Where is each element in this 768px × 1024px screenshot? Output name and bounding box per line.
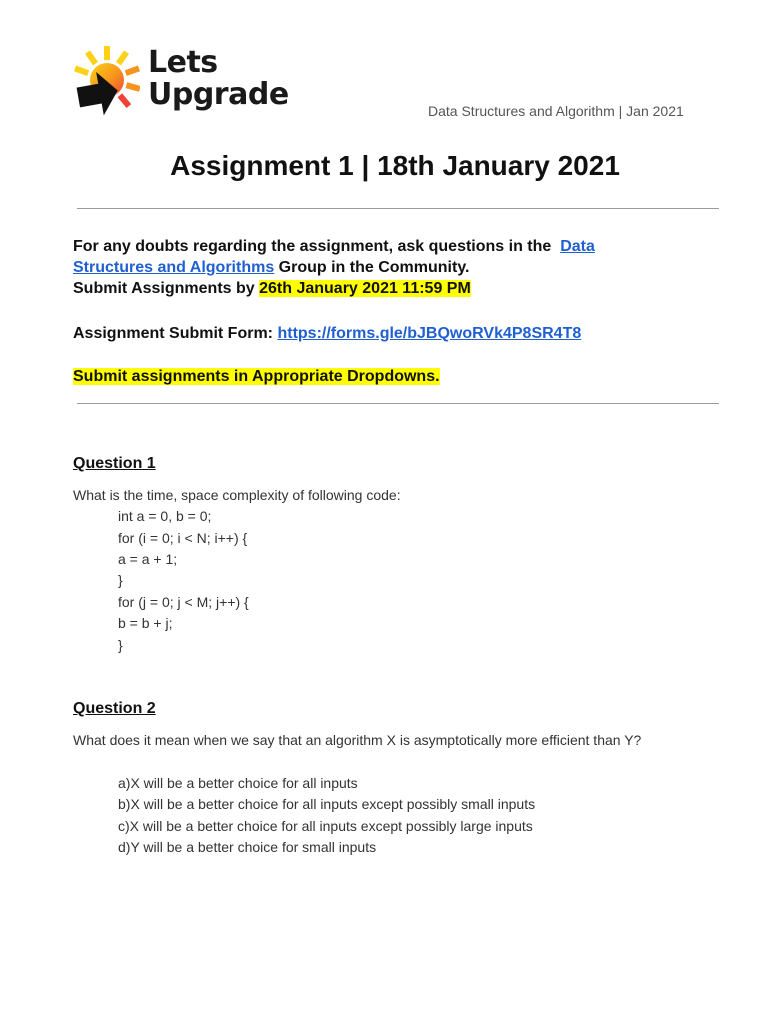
answer-option-b: b)X will be a better choice for all inputs except possibly small inputs [118,796,536,812]
lets-upgrade-logo-icon [74,44,140,120]
logo-line-upgrade: Upgrade [148,77,289,112]
submit-form-line [73,323,673,344]
code-line: } [118,572,123,588]
submit-by-text: Submit Assignments by [73,280,255,297]
code-line: int a = 0, b = 0; [118,508,212,524]
community-group-link-part2[interactable]: Structures and Algorithms [73,259,275,276]
divider-top [77,208,719,209]
page-title: Assignment 1 | 18th January 2021 [170,150,620,181]
community-group-link-part1[interactable]: Data [560,238,595,255]
group-suffix-text: Group in the Community. [278,259,470,276]
form-label: Assignment Submit Form: [73,325,274,342]
question-2-prompt: What does it mean when we say that an algorithm X is asymptotically more efficient than Y? [73,732,642,748]
answer-option-d: d)Y will be a better choice for small inputs [118,839,377,855]
submit-form-link[interactable]: https://forms.gle/bJBQwoRVk4P8SR4T8 [277,325,582,342]
code-line: for (i = 0; i < N; i++) { [118,530,248,546]
divider-bottom [77,403,719,404]
logo-line-lets: Lets [148,45,218,80]
code-line: } [118,637,123,653]
dropdown-note: Submit assignments in Appropriate Dropdowns. [73,368,440,385]
course-subtitle: Data Structures and Algorithm | Jan 2021 [428,103,684,119]
question-1-prompt: What is the time, space complexity of following code: [73,487,401,503]
answer-option-a: a)X will be a better choice for all inputs [118,775,358,791]
doubts-text: For any doubts regarding the assignment, ask questions in the [73,238,552,255]
question-1-heading: Question 1 [73,455,156,472]
doubts-paragraph [73,236,673,299]
question-2-heading: Question 2 [73,700,156,717]
deadline-highlight: 26th January 2021 11:59 PM [259,280,471,297]
answer-option-c: c)X will be a better choice for all inputs except possibly large inputs [118,818,533,834]
code-line: for (j = 0; j < M; j++) { [118,594,249,610]
logo-wordmark [148,47,289,111]
dropdown-note-line [73,366,673,387]
code-line: b = b + j; [118,615,173,631]
code-line: a = a + 1; [118,551,178,567]
